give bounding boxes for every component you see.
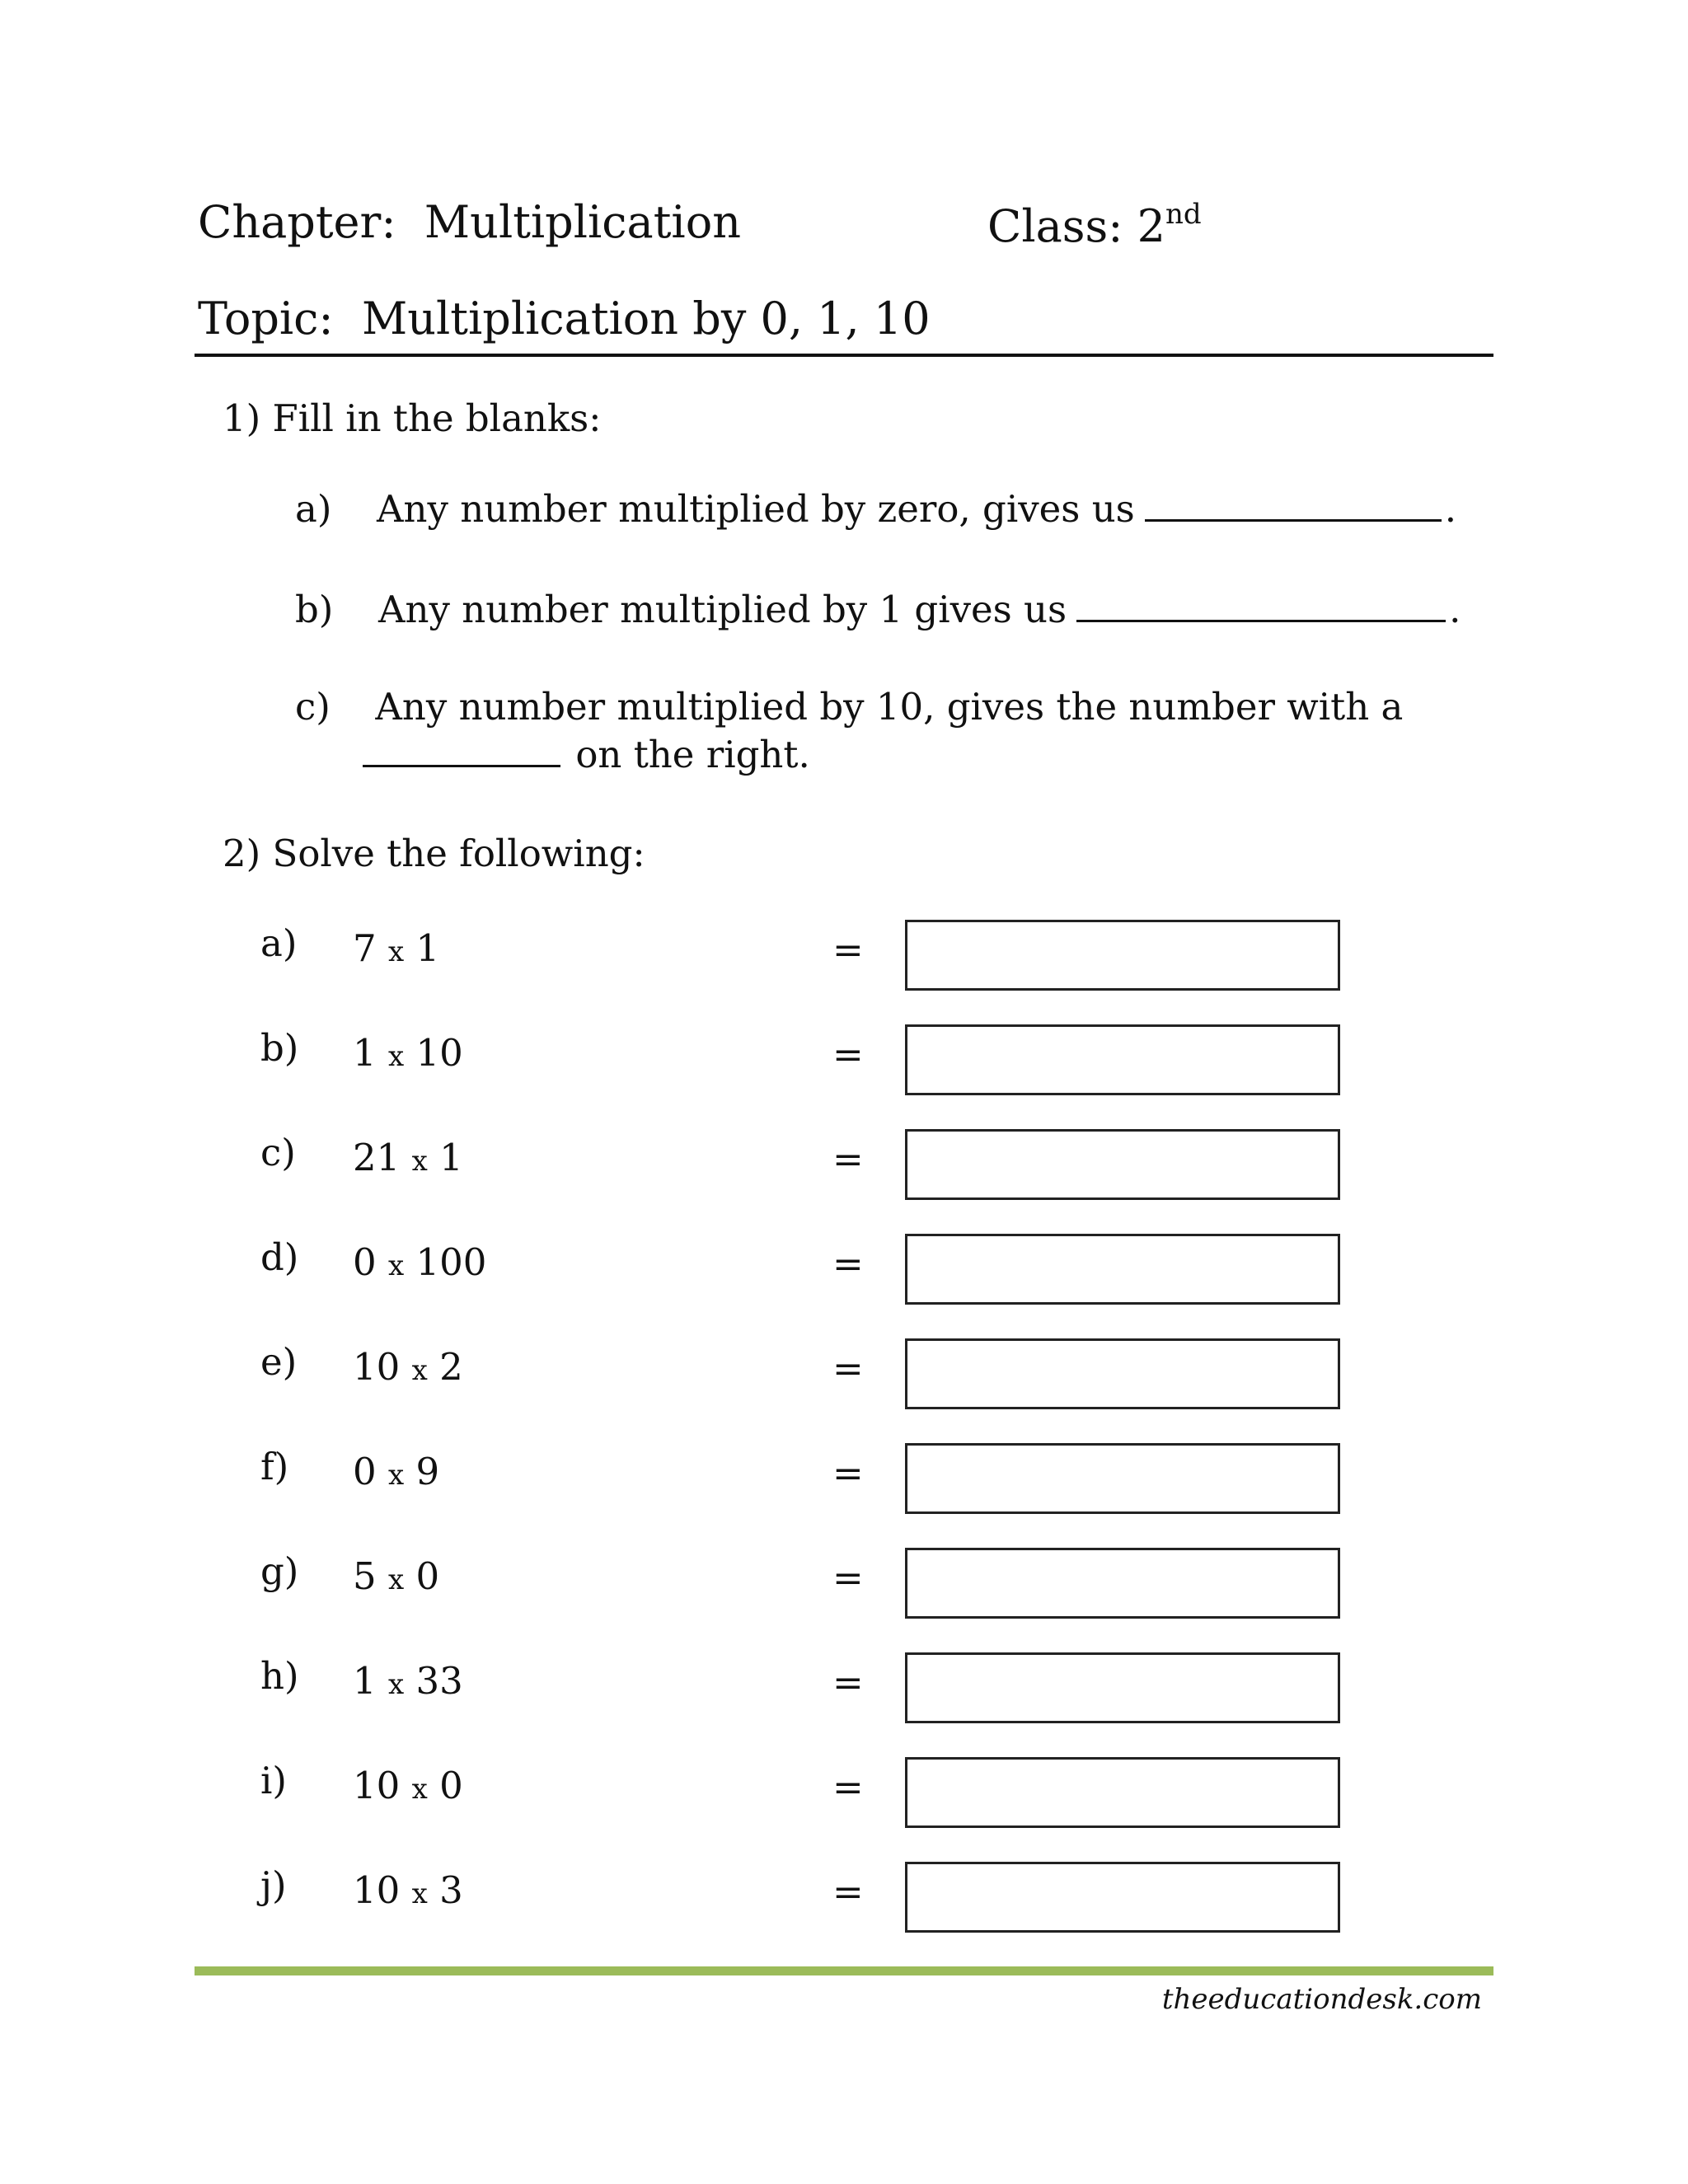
problem-letter: f) bbox=[260, 1445, 289, 1488]
problem-expression bbox=[353, 1868, 463, 1912]
answer-box[interactable] bbox=[905, 920, 1340, 991]
problem-letter: e) bbox=[260, 1340, 298, 1384]
fill-blank-c-line2 bbox=[363, 732, 810, 776]
section1-title: 1) Fill in the blanks: bbox=[223, 396, 602, 440]
answer-blank-c[interactable] bbox=[363, 732, 560, 767]
answer-box[interactable] bbox=[905, 1234, 1340, 1305]
class-heading bbox=[987, 198, 1202, 252]
problem-expression bbox=[353, 1450, 440, 1493]
problem-right-operand: 2 bbox=[439, 1345, 463, 1389]
problem-letter: j) bbox=[260, 1863, 287, 1907]
multiply-sign: x bbox=[411, 1145, 428, 1178]
answer-box[interactable] bbox=[905, 1338, 1340, 1409]
fill-blank-c-text2: on the right. bbox=[575, 733, 810, 776]
multiply-sign: x bbox=[387, 1459, 405, 1492]
problem-right-operand: 33 bbox=[415, 1659, 463, 1703]
answer-box[interactable] bbox=[905, 1757, 1340, 1828]
fill-blank-b-letter: b) bbox=[295, 588, 334, 631]
problem-letter: i) bbox=[260, 1759, 287, 1802]
equals-sign: = bbox=[832, 1661, 864, 1704]
equals-sign: = bbox=[832, 1870, 864, 1914]
multiply-sign: x bbox=[387, 1668, 405, 1701]
fill-blank-c-letter: c) bbox=[295, 685, 331, 729]
problem-expression bbox=[353, 1031, 463, 1075]
fill-blank-a-letter: a) bbox=[295, 487, 332, 531]
class-suffix: nd bbox=[1165, 198, 1202, 231]
fill-blank-a-text: Any number multiplied by zero, gives us bbox=[377, 487, 1135, 531]
answer-blank-b[interactable] bbox=[1076, 587, 1446, 622]
problem-left-operand: 0 bbox=[353, 1450, 377, 1493]
problem-expression bbox=[353, 1764, 463, 1807]
problem-left-operand: 0 bbox=[353, 1240, 377, 1284]
problem-left-operand: 10 bbox=[353, 1345, 401, 1389]
equals-sign: = bbox=[832, 1347, 864, 1390]
problem-letter: g) bbox=[260, 1549, 299, 1593]
problem-right-operand: 3 bbox=[439, 1868, 463, 1912]
header-divider bbox=[195, 354, 1493, 357]
equals-sign: = bbox=[832, 1137, 864, 1181]
problem-left-operand: 21 bbox=[353, 1136, 401, 1179]
fill-blank-b-text: Any number multiplied by 1 gives us bbox=[378, 588, 1067, 631]
multiply-sign: x bbox=[411, 1354, 428, 1387]
chapter-value: Multiplication bbox=[424, 196, 741, 248]
fill-blank-a-end: . bbox=[1444, 487, 1457, 531]
equals-sign: = bbox=[832, 1765, 864, 1809]
fill-blank-c-text: Any number multiplied by 10, gives the number with a bbox=[375, 685, 1404, 729]
multiply-sign: x bbox=[411, 1877, 428, 1910]
problem-expression bbox=[353, 1345, 463, 1389]
chapter-heading bbox=[198, 196, 741, 248]
multiply-sign: x bbox=[411, 1773, 428, 1806]
equals-sign: = bbox=[832, 928, 864, 972]
section2-title: 2) Solve the following: bbox=[223, 832, 645, 875]
fill-blank-a bbox=[295, 486, 1457, 531]
fill-blank-b-end: . bbox=[1449, 588, 1461, 631]
topic-label: Topic: bbox=[198, 293, 334, 344]
footer-site: theeducationdesk.com bbox=[1161, 1983, 1482, 2016]
multiply-sign: x bbox=[387, 1040, 405, 1073]
problem-letter: c) bbox=[260, 1131, 296, 1174]
class-label: Class: bbox=[987, 200, 1123, 252]
problem-left-operand: 10 bbox=[353, 1764, 401, 1807]
multiply-sign: x bbox=[387, 1249, 405, 1282]
chapter-label: Chapter: bbox=[198, 196, 396, 248]
multiply-sign: x bbox=[387, 935, 405, 968]
problem-letter: d) bbox=[260, 1235, 299, 1279]
answer-box[interactable] bbox=[905, 1652, 1340, 1723]
problem-left-operand: 10 bbox=[353, 1868, 401, 1912]
class-value: 2 bbox=[1137, 200, 1165, 252]
fill-blank-b bbox=[295, 587, 1461, 631]
problem-right-operand: 10 bbox=[415, 1031, 463, 1075]
problem-left-operand: 7 bbox=[353, 926, 377, 970]
problem-expression bbox=[353, 1240, 487, 1284]
problem-letter: a) bbox=[260, 921, 298, 965]
answer-blank-a[interactable] bbox=[1145, 486, 1442, 522]
problem-left-operand: 1 bbox=[353, 1659, 377, 1703]
answer-box[interactable] bbox=[905, 1548, 1340, 1619]
answer-box[interactable] bbox=[905, 1443, 1340, 1514]
equals-sign: = bbox=[832, 1033, 864, 1076]
problem-left-operand: 1 bbox=[353, 1031, 377, 1075]
problem-letter: h) bbox=[260, 1654, 299, 1698]
equals-sign: = bbox=[832, 1242, 864, 1286]
equals-sign: = bbox=[832, 1451, 864, 1495]
topic-value: Multiplication by 0, 1, 10 bbox=[361, 293, 931, 344]
problem-expression bbox=[353, 926, 440, 970]
fill-blank-c bbox=[295, 685, 1404, 729]
problem-expression bbox=[353, 1659, 463, 1703]
problem-letter: b) bbox=[260, 1026, 299, 1070]
problem-right-operand: 0 bbox=[415, 1554, 440, 1598]
problem-left-operand: 5 bbox=[353, 1554, 377, 1598]
problem-right-operand: 9 bbox=[415, 1450, 440, 1493]
footer-divider bbox=[195, 1966, 1493, 1975]
problem-expression bbox=[353, 1554, 440, 1598]
equals-sign: = bbox=[832, 1556, 864, 1600]
problem-right-operand: 0 bbox=[439, 1764, 463, 1807]
answer-box[interactable] bbox=[905, 1129, 1340, 1200]
problem-right-operand: 100 bbox=[415, 1240, 487, 1284]
problem-right-operand: 1 bbox=[439, 1136, 463, 1179]
problem-expression bbox=[353, 1136, 463, 1179]
topic-heading bbox=[198, 293, 931, 344]
answer-box[interactable] bbox=[905, 1024, 1340, 1095]
problem-right-operand: 1 bbox=[415, 926, 440, 970]
multiply-sign: x bbox=[387, 1563, 405, 1596]
answer-box[interactable] bbox=[905, 1862, 1340, 1933]
